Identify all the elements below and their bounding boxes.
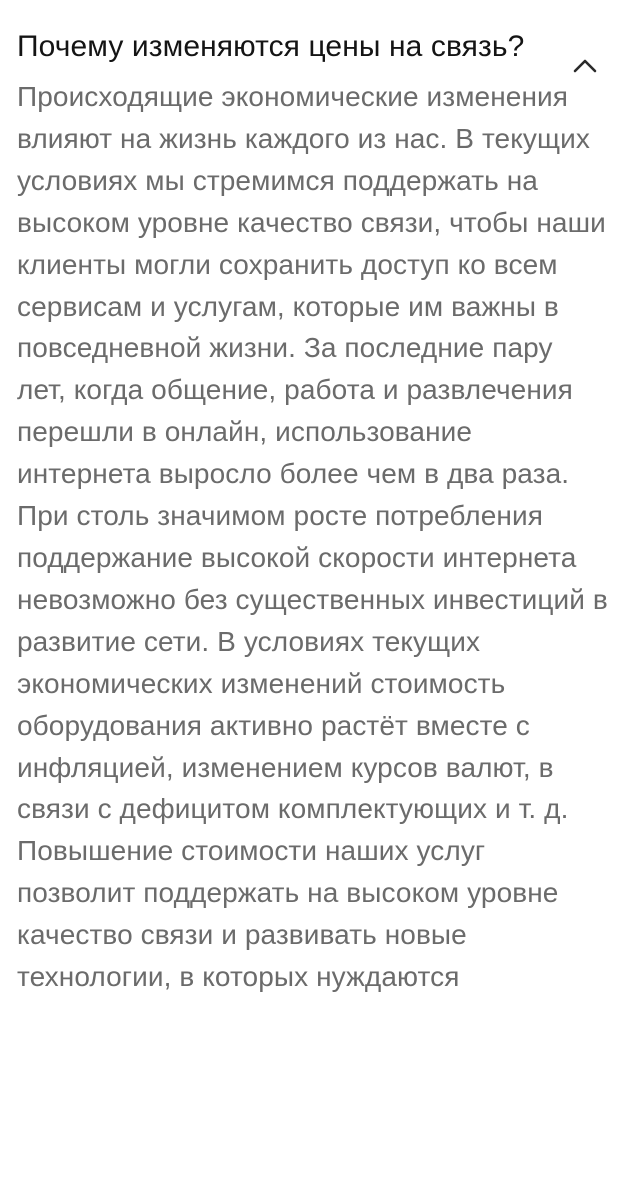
chevron-up-icon[interactable] bbox=[572, 56, 598, 74]
faq-question: Почему изменяются цены на связь? bbox=[17, 30, 525, 63]
faq-answer: Происходящие экономические изменения влияют на жизнь каждого из нас. В текущих условиях мы стремимся поддержать на высоком уровне качество связи, чтобы наши клиенты могли сохранить доступ ко всем сервисам и услугам, которые им важны в повседневной жизни. За последние пару лет, когда общение, работа и развлечения перешли в онлайн, использование интернета выросло более чем в два раза. При столь значимом росте потребления поддержание высокой скорости интернета невозможно без существенных инвестиций в развитие сети. В условиях текущих экономических изменений стоимость оборудования активно растёт вместе с инфляцией, изменением курсов валют, в связи с дефицитом комплектующих и т. д. Повышение стоимости наших услуг позволит поддержать на высоком уровне качество связи и развивать новые технологии, в которых нуждаются bbox=[17, 81, 608, 993]
faq-question-header[interactable] bbox=[0, 0, 640, 70]
